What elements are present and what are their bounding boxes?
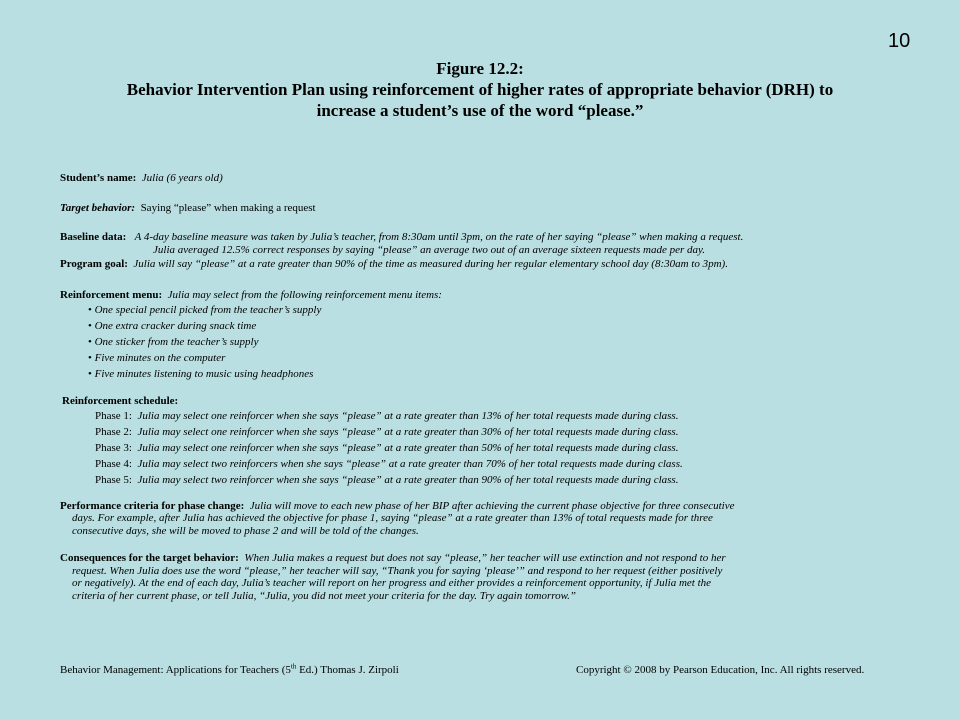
figure-title-line-1: Figure 12.2: <box>436 59 524 78</box>
student-label: Student’s name: <box>60 172 137 184</box>
criteria-label: Performance criteria for phase change: <box>60 499 245 512</box>
menu-item: • Five minutes on the computer <box>88 351 226 364</box>
criteria-line-1: Julia will move to each new phase of her BIP after achieving the current phase objective for three consecutive <box>249 499 735 512</box>
menu-section <box>60 288 910 382</box>
baseline-label: Baseline data: <box>60 231 127 243</box>
plan-content <box>60 172 910 602</box>
menu-label: Reinforcement menu: <box>60 288 163 301</box>
phase-row: Phase 5: Julia may select two reinforcer when she says “please” at a rate greater than 90% of her total requests made during class. <box>95 473 679 486</box>
student-value: Julia (6 years old) <box>141 172 223 184</box>
schedule-section <box>60 394 910 488</box>
consequences-line-4: criteria of her current phase, or tell Julia, “Julia, you did not meet your criteria for the day. Try again tomorrow.” <box>72 589 577 602</box>
target-section <box>60 202 910 215</box>
criteria-section <box>60 500 910 538</box>
bullet-icon: • <box>88 319 92 332</box>
footer-copyright: Copyright © 2008 by Pearson Education, Inc. All rights reserved. <box>576 664 865 676</box>
bullet-icon: • <box>88 351 92 364</box>
figure-title-line-3: increase a student’s use of the word “please.” <box>316 101 644 120</box>
figure-title-line-2: Behavior Intervention Plan using reinforcement of higher rates of appropriate behavior (DRH) to <box>126 80 834 99</box>
page-number: 10 <box>888 30 911 52</box>
consequences-line-2: request. When Julia does use the word “please,” her teacher will say, “Thank you for saying ‘please’” and respond to her request (either positively <box>72 564 723 577</box>
baseline-line-2: Julia averaged 12.5% correct responses by saying “please” an average two out of an average sixteen requests made per day. <box>153 243 706 256</box>
goal-section <box>60 258 910 271</box>
bullet-icon: • <box>88 335 92 348</box>
phase-row: Phase 4: Julia may select two reinforcers when she says “please” at a rate greater than 70% of her total requests made during class. <box>95 457 683 470</box>
phase-row: Phase 3: Julia may select one reinforcer when she says “please” at a rate greater than 50% of her total requests made during class. <box>95 441 679 454</box>
menu-item: • Five minutes listening to music using headphones <box>88 367 314 380</box>
consequences-line-3: or negatively). At the end of each day, Julia’s teacher will report on her progress and either provides a reinforcement opportunity, if Julia met the <box>72 577 712 589</box>
bullet-icon: • <box>88 303 92 316</box>
menu-item: • One extra cracker during snack time <box>88 319 257 332</box>
footer-citation: Behavior Management: Applications for Teachers (5th Ed.) Thomas J. Zirpoli <box>60 662 399 676</box>
menu-intro: Julia may select from the following reinforcement menu items: <box>167 288 442 301</box>
target-label: Target behavior: <box>60 201 136 214</box>
consequences-label: Consequences for the target behavior: <box>60 552 239 564</box>
criteria-line-2: days. For example, after Julia has achieved the objective for phase 1, saying “please” at a rate greater than 13% of total requests made for three <box>72 512 713 524</box>
figure-title <box>0 58 960 121</box>
criteria-line-3: consecutive days, she will be moved to phase 2 and will be told of the changes. <box>72 524 419 537</box>
consequences-section <box>60 552 910 602</box>
menu-item: • One sticker from the teacher’s supply <box>88 335 259 348</box>
menu-item: • One special pencil picked from the teacher’s supply <box>88 303 322 316</box>
schedule-label: Reinforcement schedule: <box>62 394 179 407</box>
target-value: Saying “please” when making a request <box>140 201 316 214</box>
baseline-line-1: A 4-day baseline measure was taken by Julia’s teacher, from 8:30am until 3pm, on the rate of her saying “please” when making a request. <box>134 231 744 243</box>
student-section <box>60 172 910 185</box>
goal-value: Julia will say “please” at a rate greater than 90% of the time as measured during her regular elementary school day (8:30am to 3pm). <box>133 258 728 270</box>
bullet-icon: • <box>88 367 92 380</box>
phase-row: Phase 2: Julia may select one reinforcer when she says “please” at a rate greater than 30% of her total requests made during class. <box>95 425 679 438</box>
baseline-section <box>60 231 910 256</box>
goal-label: Program goal: <box>60 258 128 270</box>
consequences-line-1: When Julia makes a request but does not say “please,” her teacher will use extinction and not respond to her <box>244 552 726 564</box>
phase-row: Phase 1: Julia may select one reinforcer when she says “please” at a rate greater than 13% of her total requests made during class. <box>95 409 679 422</box>
